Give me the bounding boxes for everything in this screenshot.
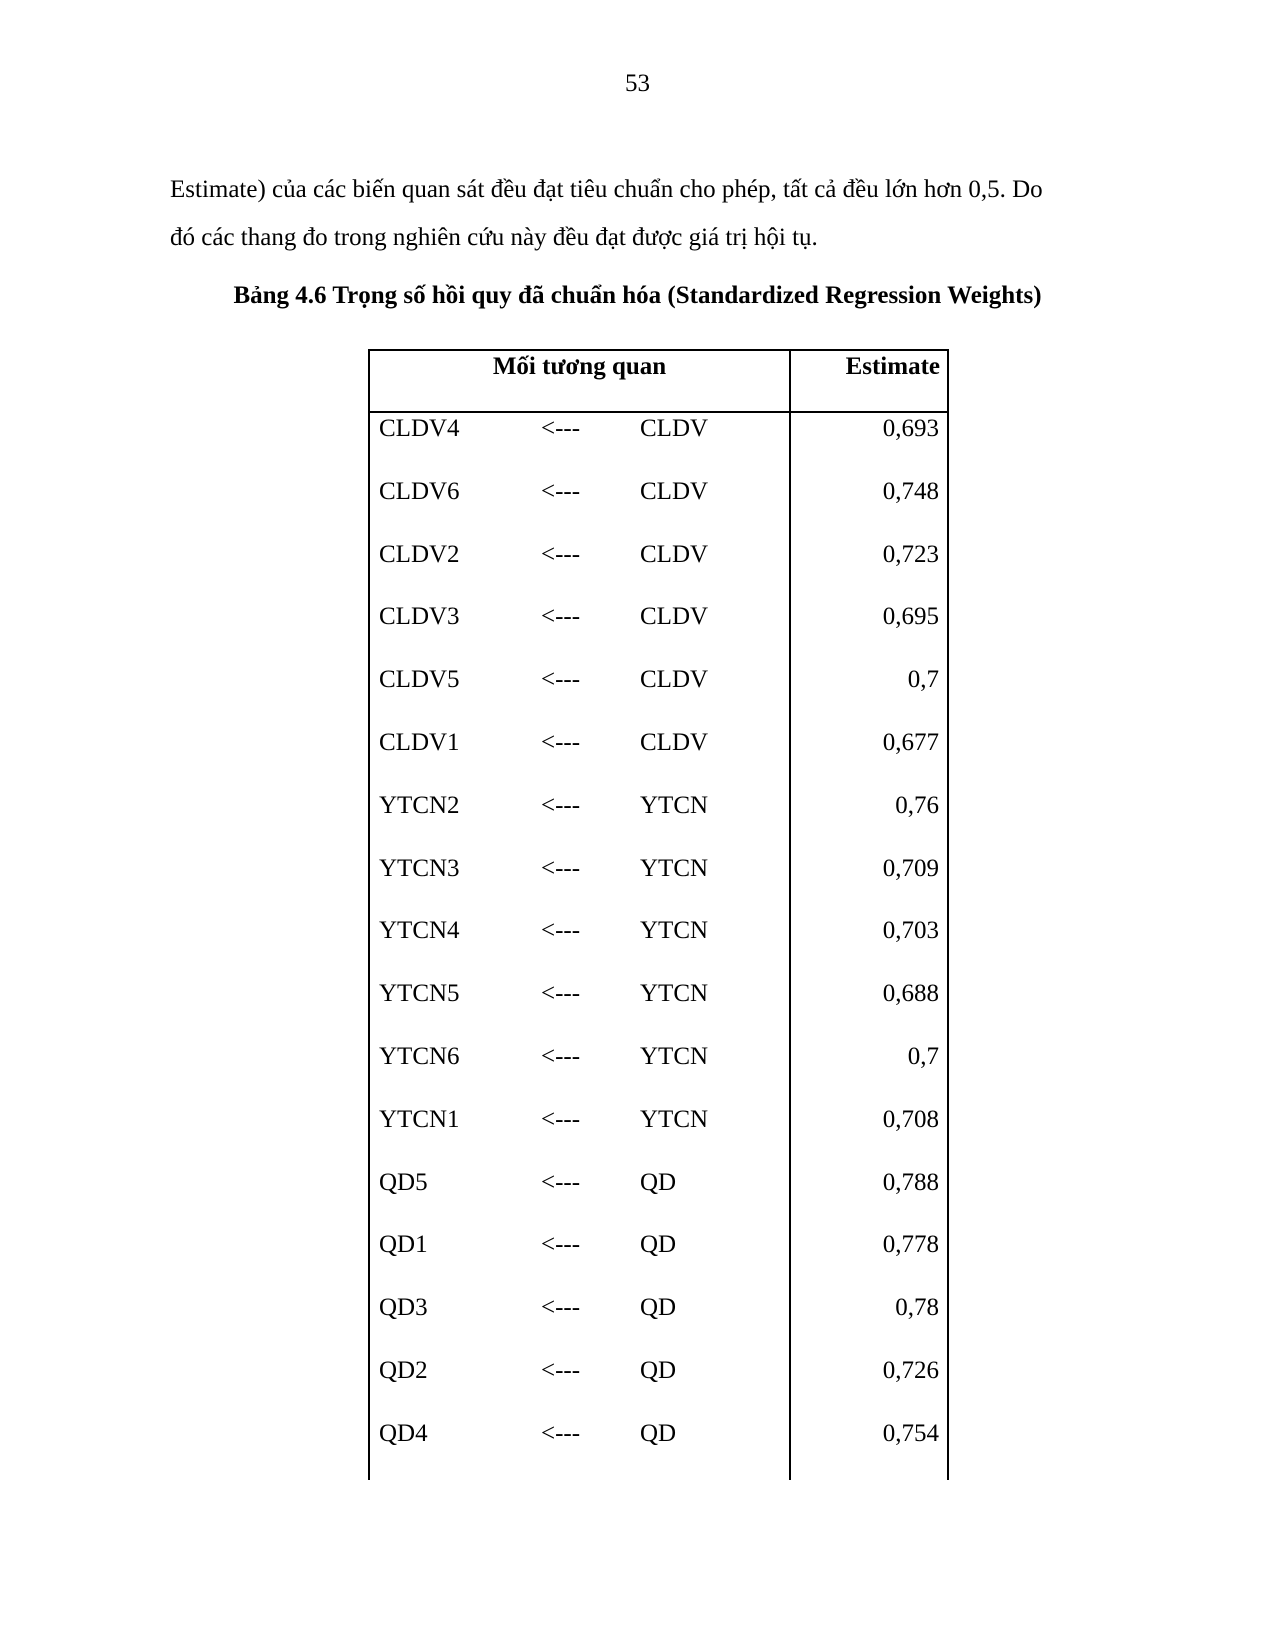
table-row — [368, 1169, 949, 1232]
row-estimate: 0,677 — [882, 728, 939, 756]
table-row — [368, 541, 949, 604]
row-factor: QD — [640, 1356, 677, 1384]
row-variable: QD4 — [379, 1419, 428, 1447]
row-factor: QD — [640, 1231, 677, 1259]
row-factor: CLDV — [640, 728, 709, 756]
row-factor: CLDV — [640, 603, 709, 631]
table-row — [368, 729, 949, 792]
row-arrow: <--- — [541, 666, 581, 694]
paragraph-line-1: Estimate) của các biến quan sát đều đạt tiêu chuẩn cho phép, tất cả đều lớn hơn 0,5. Do — [170, 176, 1043, 203]
row-factor: CLDV — [640, 666, 709, 694]
table-border-top — [368, 349, 949, 351]
row-variable: YTCN4 — [379, 917, 460, 945]
row-arrow: <--- — [541, 728, 581, 756]
row-estimate: 0,695 — [882, 603, 939, 631]
row-arrow: <--- — [541, 917, 581, 945]
row-estimate: 0,76 — [895, 791, 939, 819]
table-header-divider — [368, 411, 949, 413]
table-row — [368, 855, 949, 918]
table-caption: Bảng 4.6 Trọng số hồi quy đã chuẩn hóa (Standardized Regression Weights) — [233, 282, 1042, 309]
row-variable: CLDV3 — [379, 603, 460, 631]
table-row — [368, 478, 949, 541]
row-arrow: <--- — [541, 415, 581, 442]
paragraph-line-2: đó các thang đo trong nghiên cứu này đều đạt được giá trị hội tụ. — [170, 224, 818, 251]
row-arrow: <--- — [541, 603, 581, 631]
row-arrow: <--- — [541, 1419, 581, 1447]
row-arrow: <--- — [541, 1042, 581, 1070]
row-estimate: 0,778 — [882, 1231, 939, 1259]
row-variable: QD5 — [379, 1168, 428, 1196]
row-arrow: <--- — [541, 791, 581, 819]
row-variable: YTCN1 — [379, 1105, 460, 1133]
table-row — [368, 1106, 949, 1169]
row-variable: YTCN3 — [379, 854, 460, 882]
row-estimate: 0,708 — [882, 1105, 939, 1133]
header-relation: Mối tương quan — [492, 353, 667, 380]
row-variable: YTCN2 — [379, 791, 460, 819]
row-variable: QD2 — [379, 1356, 428, 1384]
row-factor: YTCN — [640, 980, 709, 1008]
row-estimate: 0,754 — [882, 1419, 939, 1447]
row-variable: CLDV1 — [379, 728, 460, 756]
row-factor: YTCN — [640, 854, 709, 882]
row-variable: QD1 — [379, 1231, 428, 1259]
row-estimate: 0,78 — [895, 1294, 939, 1322]
table-row — [368, 792, 949, 855]
row-estimate: 0,7 — [907, 1042, 939, 1070]
row-arrow: <--- — [541, 980, 581, 1008]
row-variable: CLDV6 — [379, 477, 460, 505]
table-row — [368, 1357, 949, 1420]
header-estimate: Estimate — [845, 353, 940, 380]
row-estimate: 0,723 — [882, 540, 939, 568]
row-arrow: <--- — [541, 477, 581, 505]
row-arrow: <--- — [541, 854, 581, 882]
row-arrow: <--- — [541, 1105, 581, 1133]
table-row — [368, 980, 949, 1043]
row-arrow: <--- — [541, 1231, 581, 1259]
row-estimate: 0,693 — [882, 415, 939, 442]
table-row — [368, 666, 949, 729]
table-body — [368, 415, 949, 1483]
row-variable: CLDV5 — [379, 666, 460, 694]
row-factor: YTCN — [640, 1042, 709, 1070]
row-variable: QD3 — [379, 1294, 428, 1322]
row-factor: CLDV — [640, 540, 709, 568]
row-estimate: 0,748 — [882, 477, 939, 505]
table-row — [368, 917, 949, 980]
row-factor: QD — [640, 1419, 677, 1447]
row-estimate: 0,788 — [882, 1168, 939, 1196]
row-factor: YTCN — [640, 917, 709, 945]
row-factor: YTCN — [640, 1105, 709, 1133]
table-row — [368, 1043, 949, 1106]
regression-weights-table — [368, 349, 949, 1480]
table-row — [368, 1231, 949, 1294]
page-number: 53 — [625, 70, 650, 97]
row-variable: YTCN5 — [379, 980, 460, 1008]
row-estimate: 0,726 — [882, 1356, 939, 1384]
row-variable: CLDV4 — [379, 415, 460, 442]
row-variable: YTCN6 — [379, 1042, 460, 1070]
row-factor: CLDV — [640, 415, 709, 442]
body-paragraph — [170, 166, 1130, 262]
table-row — [368, 603, 949, 666]
row-estimate: 0,7 — [907, 666, 939, 694]
row-arrow: <--- — [541, 540, 581, 568]
row-factor: QD — [640, 1294, 677, 1322]
table-row — [368, 1294, 949, 1357]
row-arrow: <--- — [541, 1168, 581, 1196]
row-factor: QD — [640, 1168, 677, 1196]
row-estimate: 0,688 — [882, 980, 939, 1008]
row-estimate: 0,709 — [882, 854, 939, 882]
table-row — [368, 415, 949, 478]
table-row — [368, 1420, 949, 1483]
row-factor: YTCN — [640, 791, 709, 819]
row-estimate: 0,703 — [882, 917, 939, 945]
row-variable: CLDV2 — [379, 540, 460, 568]
row-factor: CLDV — [640, 477, 709, 505]
row-arrow: <--- — [541, 1294, 581, 1322]
row-arrow: <--- — [541, 1356, 581, 1384]
